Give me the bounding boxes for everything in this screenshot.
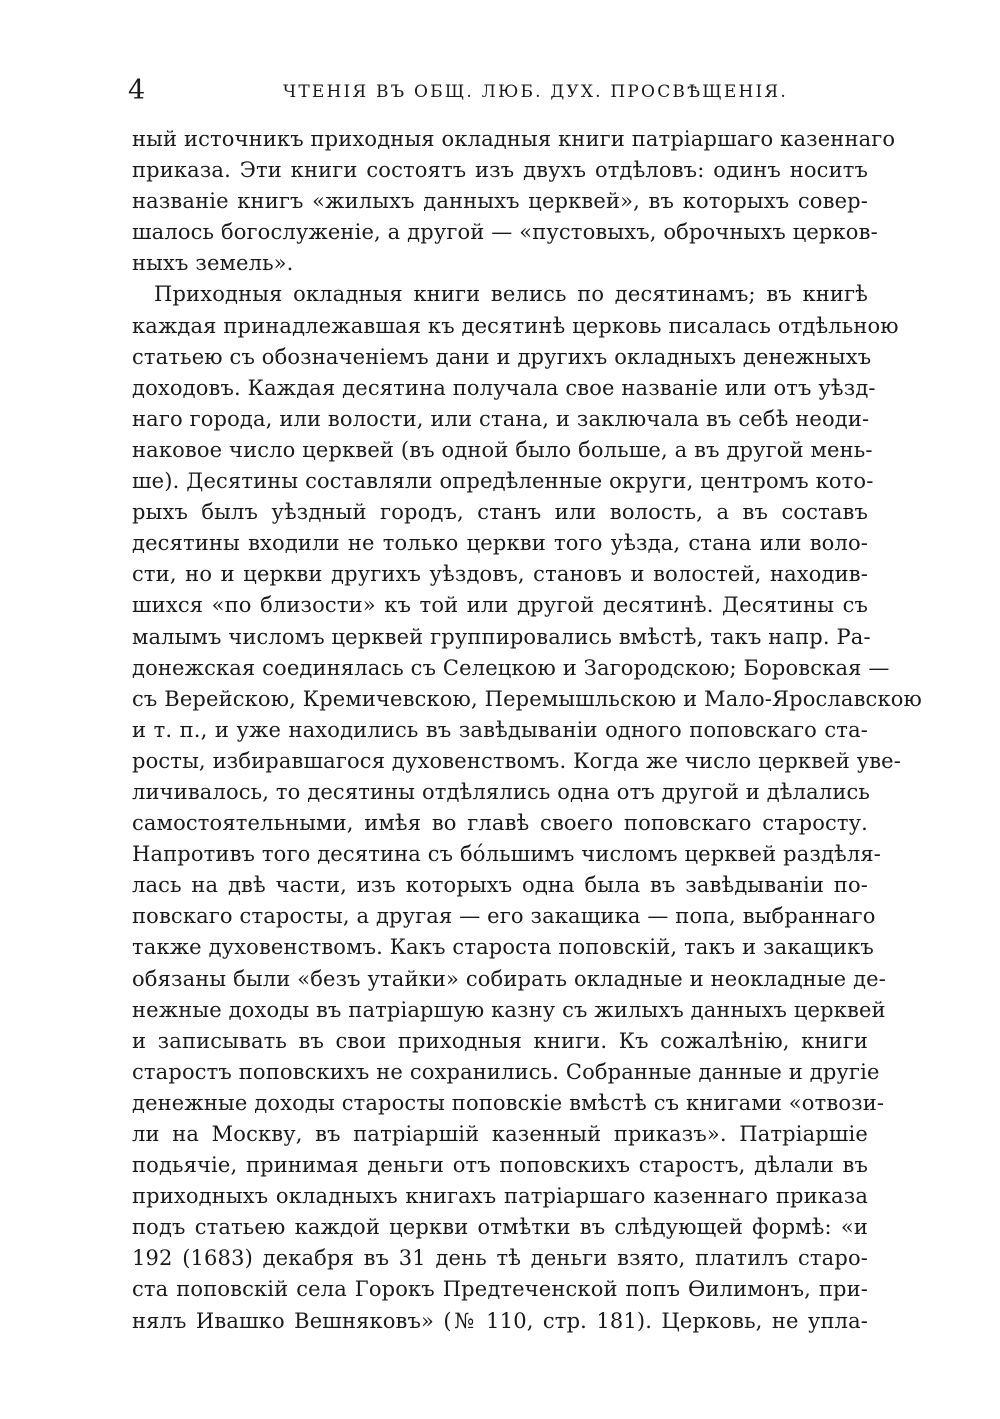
text-line: нежные доходы въ патріаршую казну съ жилыхъ данныхъ церквей xyxy=(132,997,886,1022)
text-line: рыхъ былъ уѣздный городъ, станъ или волость, а въ составъ xyxy=(132,500,868,525)
text-line: нялъ Ивашко Вешняковъ» (№ 110, стр. 181). Церковь, не упла- xyxy=(132,1308,868,1333)
text-line: шалось богослуженіе, а другой — «пустовыхъ, оброчныхъ церков- xyxy=(132,220,878,245)
text-line: приказа. Эти книги состоятъ изъ двухъ отдѣловъ: одинъ носитъ xyxy=(132,158,868,183)
text-line: и записывать въ свои приходныя книги. Къ сожалѣнію, книги xyxy=(132,1028,868,1053)
body-text xyxy=(132,124,922,1337)
text-line: повскаго старосты, а другая — его закащика — попа, выбраннаго xyxy=(132,904,876,929)
text-line: съ Верейскою, Кремичевскою, Перемышльскою и Мало-Ярославскою xyxy=(132,686,922,711)
text-line: названіе книгъ «жилыхъ данныхъ церквей», въ которыхъ совер- xyxy=(132,189,868,214)
text-line: ста поповскій села Горокъ Предтеченской попъ Ѳилимонъ, при- xyxy=(132,1277,868,1302)
text-line: самостоятельными, имѣя во главѣ своего поповскаго старосту. xyxy=(132,811,868,836)
text-line: подъ статьею каждой церкви отмѣтки въ слѣдующей формѣ: «и xyxy=(132,1215,868,1240)
text-line: донежская соединялась съ Селецкою и Загородскою; Боровская — xyxy=(132,655,890,680)
text-line: ли на Москву, въ патріаршій казенный приказъ». Патріаршіе xyxy=(132,1122,868,1146)
text-line: ше). Десятины составляли опредѣленные округи, центромъ кото- xyxy=(132,469,874,494)
text-line: сти, но и церкви другихъ уѣздовъ, становъ и волостей, находив- xyxy=(132,562,868,587)
text-line: ный источникъ приходныя окладныя книги патріаршаго казеннаго xyxy=(132,127,896,151)
text-line: 192 (1683) декабря въ 31 день тѣ деньги взято, платилъ старо- xyxy=(132,1246,868,1271)
text-line: каждая принадлежавшая къ десятинѣ церковь писалась отдѣльною xyxy=(132,313,899,338)
text-line: наковое число церквей (въ одной было больше, а въ другой мень- xyxy=(132,437,873,462)
page-header xyxy=(128,74,872,108)
text-line: доходовъ. Каждая десятина получала свое названіе или отъ уѣзд- xyxy=(132,375,876,400)
text-line: и т. п., и уже находились въ завѣдываніи одного поповскаго ста- xyxy=(132,717,868,742)
text-line: наго города, или волости, или стана, и заключала въ себѣ неоди- xyxy=(132,406,870,431)
text-line: старостъ поповскихъ не сохранились. Собранные данные и другіе xyxy=(132,1059,880,1084)
text-line: также духовенствомъ. Какъ староста поповскій, такъ и закащикъ xyxy=(132,935,874,960)
text-line: Приходныя окладныя книги велись по десятинамъ; въ книгѣ xyxy=(154,282,868,307)
text-line: приходныхъ окладныхъ книгахъ патріаршаго казеннаго приказа xyxy=(132,1184,868,1209)
text-line: обязаны были «безъ утайки» собирать окладные и неокладные де- xyxy=(132,966,886,991)
text-line: лась на двѣ части, изъ которыхъ одна была въ завѣдываніи по- xyxy=(132,873,868,898)
text-line: подьячіе, принимая деньги отъ поповскихъ старостъ, дѣлали въ xyxy=(132,1153,868,1178)
running-head: ЧТЕНІЯ ВЪ ОБЩ. ЛЮБ. ДУХ. ПРОСВѢЩЕНІЯ. xyxy=(283,82,788,102)
text-line: статьею съ обозначеніемъ дани и другихъ окладныхъ денежныхъ xyxy=(132,344,872,369)
page-number: 4 xyxy=(128,75,146,106)
text-line: ныхъ земель». xyxy=(132,251,294,276)
text-line: росты, избиравшагося духовенствомъ. Когда же число церквей уве- xyxy=(132,748,902,773)
text-line: денежные доходы старосты поповскіе вмѣстѣ съ книгами «отвози- xyxy=(132,1090,885,1115)
text-line: Напротивъ того десятина съ бо́льшимъ числомъ церквей раздѣля- xyxy=(132,842,882,867)
text-line: малымъ числомъ церквей группировались вмѣстѣ, такъ напр. Ра- xyxy=(132,624,871,649)
text-line: десятины входили не только церкви того уѣзда, стана или воло- xyxy=(132,531,868,556)
text-line: шихся «по близости» къ той или другой десятинѣ. Десятины съ xyxy=(132,593,868,618)
text-line: личивалось, то десятины отдѣлялись одна отъ другой и дѣлались xyxy=(132,779,870,804)
